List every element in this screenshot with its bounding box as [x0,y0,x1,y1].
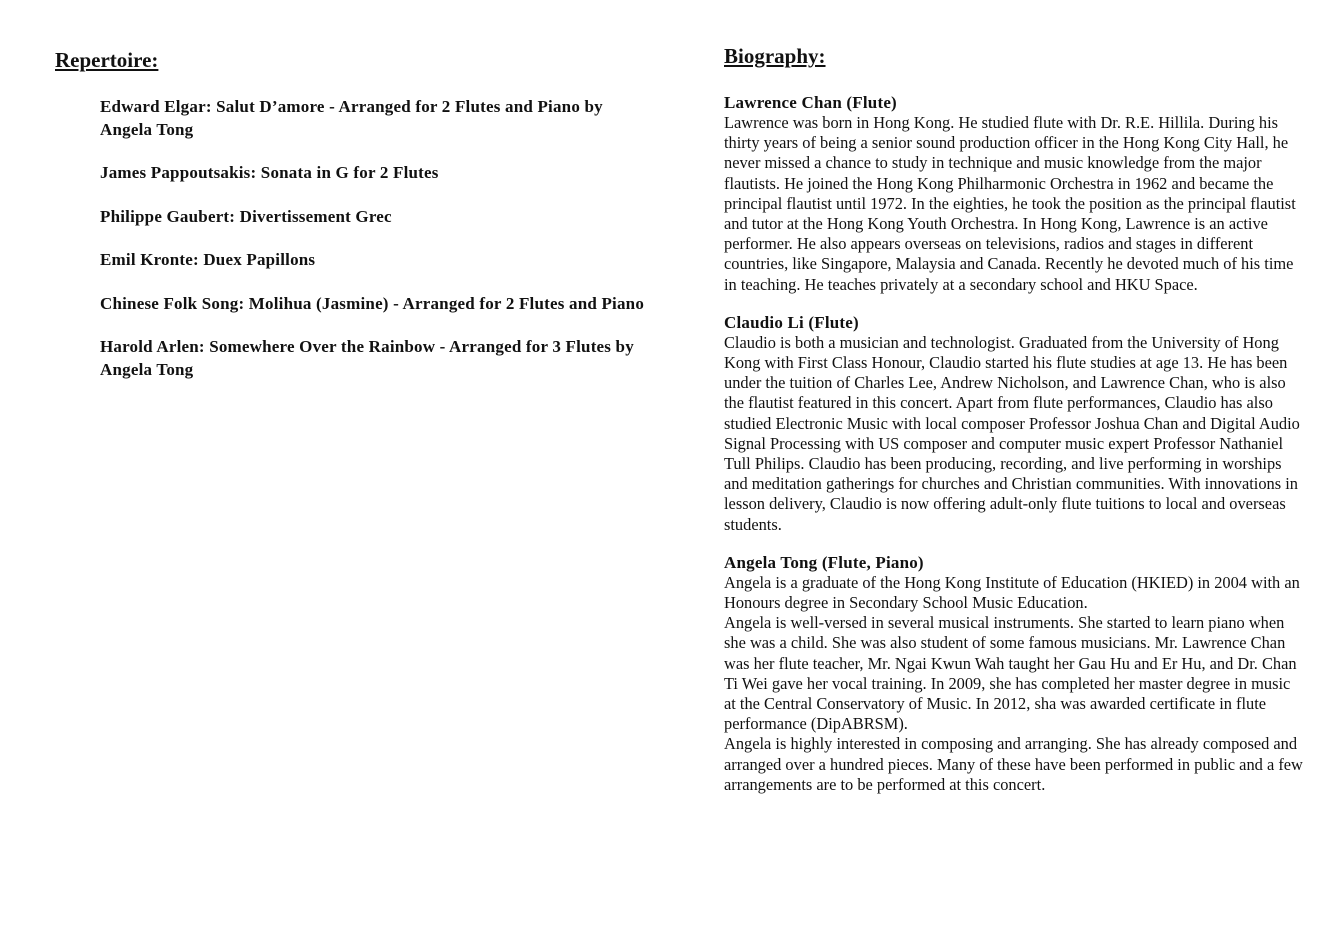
biography-list [724,93,1306,813]
repertoire-list [100,96,645,402]
biography-text: Claudio is both a musician and technologist. Graduated from the University of Hong Kong with First Class Honour, Claudio started his flute studies at age 13. He has been under the tuition of Charles Lee, Andrew Nicholson, and Lawrence Chan, who is also the flautist featured in this concert. Apart from flute performances, Claudio has also studied Electronic Music with local composer Professor Joshua Chan and Digital Audio Signal Processing with US composer and computer music expert Professor Nathaniel Tull Philips. Claudio has been producing, recording, and live performing in worships and meditation gatherings for churches and Christian communities. With innovations in lesson delivery, Claudio is now offering adult-only flute tuitions to local and overseas students. [724,332,1300,534]
repertoire-item: Edward Elgar: Salut D’amore - Arranged for 2 Flutes and Piano by Angela Tong [100,97,603,139]
biography-text: Lawrence was born in Hong Kong. He studied flute with Dr. R.E. Hillila. During his thirty years of being a senior sound production officer in the Hong Kong City Hall, he never missed a chance to study in technique and music knowledge from the major flautists. He joined the Hong Kong Philharmonic Orchestra in 1962 and became the principal flautist until 1972. In the eighties, he took the position as the principal flautist and tutor at the Hong Kong Youth Orchestra. In Hong Kong, Lawrence is an active performer. He also appears overseas on televisions, radios and stages in different countries, like Singapore, Malaysia and Canada. Recently he devoted much of his time in teaching. He teaches privately at a secondary school and HKU Space. [724,113,1296,294]
biography-name: Claudio Li (Flute) [724,312,859,332]
repertoire-item: Philippe Gaubert: Divertissement Grec [100,206,392,226]
biography-entry-claudio-li [724,313,1306,535]
biography-entry-angela-tong [724,553,1306,795]
repertoire-item: James Pappoutsakis: Sonata in G for 2 Flutes [100,163,439,182]
biography-heading: Biography: [724,44,826,68]
repertoire-item: Emil Kronte: Duex Papillons [100,250,316,269]
biography-name: Angela Tong (Flute, Piano) [724,552,924,572]
biography-text: Angela is a graduate of the Hong Kong Institute of Education (HKIED) in 2004 with an Honours degree in Secondary School Music Education. Angela is well-versed in several musical instruments. She started to learn piano when she was a child. She was also student of some famous musicians. Mr. Lawrence Chan was her flute teacher, Mr. Ngai Kwun Wah taught her Gau Hu and Er Hu, and Dr. Chan Ti Wei gave her vocal training. In 2009, she has completed her master degree in music at the Central Conservatory of Music. In 2012, sha was awarded certificate in flute performance (DipABRSM). Angela is highly interested in composing and arranging. She has already composed and arranged over a hundred pieces. Many of these have been performed in public and a few arrangements are to be performed at this concert. [724,572,1303,794]
biography-name: Lawrence Chan (Flute) [724,93,897,112]
repertoire-heading: Repertoire: [55,48,159,72]
biography-entry-lawrence-chan [724,93,1306,295]
repertoire-item: Harold Arlen: Somewhere Over the Rainbow - Arranged for 3 Flutes by Angela Tong [100,337,634,379]
repertoire-item: Chinese Folk Song: Molihua (Jasmine) - Arranged for 2 Flutes and Piano [100,293,645,313]
